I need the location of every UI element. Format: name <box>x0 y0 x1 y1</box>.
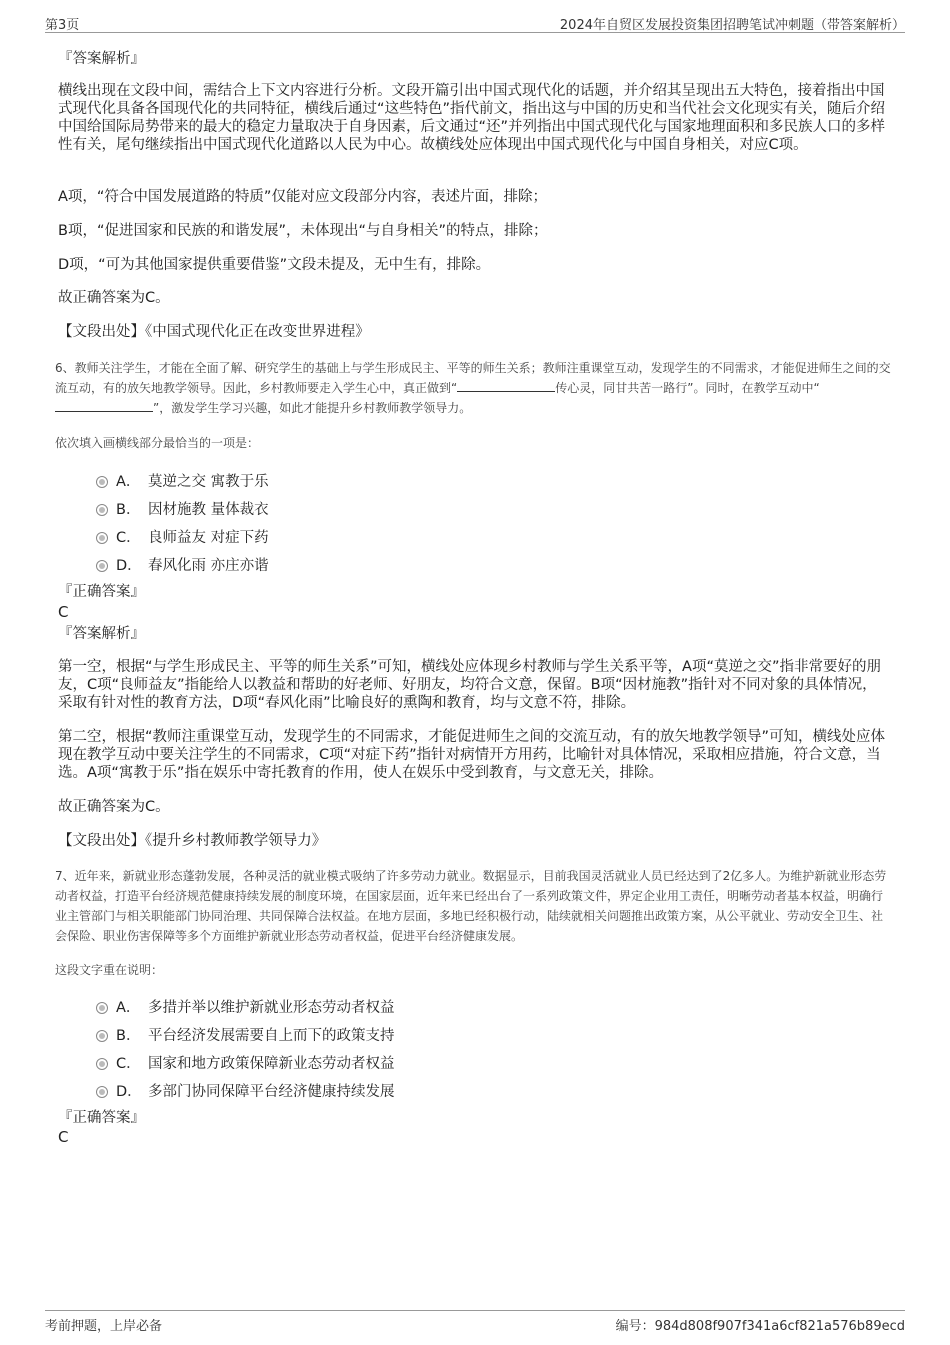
radio-icon[interactable] <box>96 1002 108 1014</box>
q6-source: 【文段出处】《提升乡村教师教学领导力》 <box>58 833 327 849</box>
q7-option-d[interactable]: D． 多部门协同保障平台经济健康持续发展 <box>96 1080 395 1100</box>
fill-blank-1 <box>457 379 555 392</box>
q6-analysis-paragraph-2: 第二空，根据“教师注重课堂互动，发现学生的不同需求，才能促进师生之间的交流互动，有的放矢地教学领导”可知，横线处应体现在教学互动中要关注学生的不同需求，C项“对症下药”指针对病情开方用药，比喻针对具体情况，采取相应措施，符合文意，当选。A项“寓教于乐”指在娱乐中寄托教育的作用，使人在娱乐中受到教育，与文意无关，排除。 <box>58 729 886 781</box>
q7-option-c[interactable]: C． 国家和地方政策保障新业态劳动者权益 <box>96 1052 395 1072</box>
radio-icon[interactable] <box>96 476 108 488</box>
q5-analysis-label: 『答案解析』 <box>58 51 145 67</box>
q6-answer-label: 『正确答案』 <box>58 584 145 600</box>
q6-prompt: 依次填入画横线部分最恰当的一项是： <box>55 436 260 450</box>
q6-conclusion: 故正确答案为C。 <box>58 799 170 815</box>
q6-analysis-paragraph-1: 第一空，根据“与学生形成民主、平等的师生关系”可知，横线处应体现乡村教师与学生关系平等，A项“莫逆之交”指非常要好的朋友，C项“良师益友”指能给人以教益和帮助的好老师、好朋友，均符合文意，保留。B项“因材施教”指针对不同对象的具体情况，采取有针对性的教育方法，D项“春风化雨”比喻良好的熏陶和教育，均与文意不符，排除。 <box>58 659 881 711</box>
q6-option-b[interactable]: B． 因材施教 量体裁衣 <box>96 498 269 518</box>
page-header <box>45 12 905 33</box>
q6-stem: 6、教师关注学生，才能在全面了解、研究学生的基础上与学生形成民主、平等的师生关系；教师注重课堂互动，发现学生的不同需求，才能促进师生之间的交流互动，有的放矢地教学领导。因此，乡村教师要走入学生心中，真正做到“ 传心灵，同甘共苦一路行”。同时，在教学互动中“”，激发学生学习兴趣，如此才能提升乡村教师教学领导力。 <box>55 361 891 415</box>
q5-source: 【文段出处】《中国式现代化正在改变世界进程》 <box>58 324 370 340</box>
fill-blank-2 <box>55 399 153 412</box>
q7-prompt: 这段文字重在说明： <box>55 963 164 977</box>
radio-icon[interactable] <box>96 560 108 572</box>
q6-answer: C <box>58 603 69 621</box>
radio-icon[interactable] <box>96 1086 108 1098</box>
radio-icon[interactable] <box>96 504 108 516</box>
q6-analysis-label: 『答案解析』 <box>58 626 145 642</box>
q6-option-a[interactable]: A． 莫逆之交 寓教于乐 <box>96 470 269 490</box>
page-footer <box>45 1310 905 1333</box>
q5-conclusion: 故正确答案为C。 <box>58 290 170 306</box>
q5-analysis-paragraph: 横线出现在文段中间，需结合上下文内容进行分析。文段开篇引出中国式现代化的话题，并介绍其呈现出五大特色，接着指出中国式现代化具备各国现代化的共同特征，横线后通过“这些特色”指代前文，指出这与中国的历史和当代社会文化现实有关，随后介绍中国给国际局势带来的最大的稳定力量取决于自身因素，后文通过“还”并列指出中国式现代化与国家地理面积和多民族人口的多样性有关，尾句继续指出中国式现代化道路以人民为中心。故横线处应体现出中国式现代化与中国自身相关，对应C项。 <box>58 83 886 153</box>
q6-option-c[interactable]: C． 良师益友 对症下药 <box>96 526 269 546</box>
radio-icon[interactable] <box>96 1030 108 1042</box>
q7-stem: 7、近年来，新就业形态蓬勃发展，各种灵活的就业模式吸纳了许多劳动力就业。数据显示，目前我国灵活就业人员已经达到了2亿多人。为维护新就业形态劳动者权益，打造平台经济规范健康持续发展的制度环境，在国家层面，近年来已经出台了一系列政策文件，界定企业用工责任，明晰劳动者基本权益，明确行业主管部门与相关职能部门协同治理、共同保障合法权益。在地方层面，多地已经积极行动，陆续就相关问题推出政策方案，从公平就业、劳动安全卫生、社会保险、职业伤害保障等多个方面维护新就业形态劳动者权益，促进平台经济健康发展。 <box>55 869 887 943</box>
q7-option-b[interactable]: B． 平台经济发展需要自上而下的政策支持 <box>96 1024 395 1044</box>
q7-answer-label: 『正确答案』 <box>58 1110 145 1126</box>
q6-option-d[interactable]: D． 春风化雨 亦庄亦谐 <box>96 554 269 574</box>
q7-option-a[interactable]: A． 多措并举以维护新就业形态劳动者权益 <box>96 996 395 1016</box>
document-title: 2024年自贸区发展投资集团招聘笔试冲刺题（带答案解析） <box>559 18 905 33</box>
q5-option-b-analysis: B项，“促进国家和民族的和谐发展”，未体现出“与自身相关”的特点，排除； <box>58 223 548 239</box>
q7-answer: C <box>58 1128 69 1146</box>
footer-code: 编号：984d808f907f341a6cf821a576b89ecd <box>615 1319 905 1334</box>
radio-icon[interactable] <box>96 1058 108 1070</box>
footer-slogan: 考前押题，上岸必备 <box>45 1319 163 1334</box>
radio-icon[interactable] <box>96 532 108 544</box>
q5-option-d-analysis: D项，“可为其他国家提供重要借鉴”文段未提及，无中生有，排除。 <box>58 257 491 273</box>
page-number: 第3页 <box>45 18 80 33</box>
q5-option-a-analysis: A项，“符合中国发展道路的特质”仅能对应文段部分内容，表述片面，排除； <box>58 189 547 205</box>
